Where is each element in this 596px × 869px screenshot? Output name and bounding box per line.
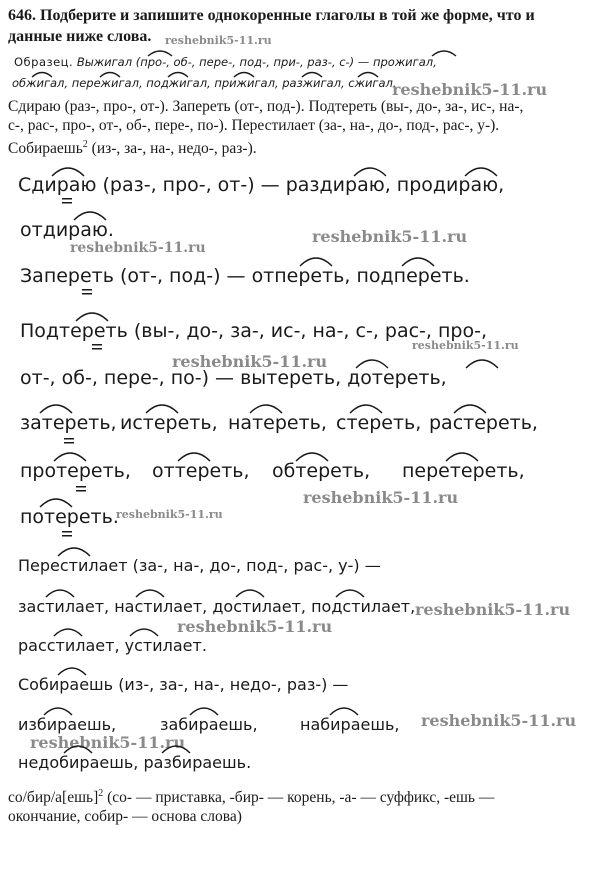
root-arc bbox=[330, 708, 358, 715]
root-arc bbox=[130, 629, 158, 636]
underline-mark bbox=[76, 486, 86, 488]
footnote-mark: 2 bbox=[98, 788, 104, 799]
answer-line-13-word-2: забираешь, bbox=[160, 715, 258, 734]
root-arc bbox=[250, 405, 282, 413]
root-arc bbox=[100, 73, 120, 78]
underline-mark bbox=[82, 289, 92, 291]
watermark: reshebnik5-11.ru bbox=[312, 227, 468, 246]
root-arc bbox=[234, 73, 254, 78]
watermark: reshebnik5-11.ru bbox=[116, 508, 223, 521]
underline-mark bbox=[82, 293, 92, 295]
answer-line-1: Сдираю (раз-, про-, от-) — раздираю, продираю, bbox=[18, 174, 505, 196]
root-arc bbox=[465, 168, 497, 176]
root-arc bbox=[46, 590, 74, 597]
root-arc bbox=[302, 73, 322, 78]
root-arc bbox=[54, 453, 86, 461]
root-arc bbox=[300, 258, 332, 266]
root-arc bbox=[40, 405, 72, 413]
answer-line-6-word-2: истереть, bbox=[120, 412, 218, 434]
root-arc bbox=[52, 168, 84, 176]
exercise-prefixes: (из-, за-, на-, недо-, раз-). bbox=[87, 140, 257, 158]
answer-line-2: отдираю. bbox=[20, 219, 114, 241]
root-arc bbox=[136, 590, 164, 597]
answer-line-11: расстилает, устилает. bbox=[18, 636, 207, 655]
answer-line-6-word-3: натереть, bbox=[228, 412, 327, 434]
watermark: reshebnik5-11.ru bbox=[415, 600, 571, 619]
task-title-line-1: 646. Подберите и запишите однокоренные глаголы в той же форме, что и bbox=[8, 7, 535, 24]
morpheme-parse: со/бир/а[ешь] bbox=[8, 789, 99, 807]
watermark: reshebnik5-11.ru bbox=[165, 34, 272, 47]
root-arc bbox=[466, 360, 498, 368]
footnote-line-2: окончание, собир- — основа слова) bbox=[8, 808, 242, 825]
root-arc bbox=[74, 212, 106, 220]
root-arc bbox=[162, 746, 190, 753]
root-arc bbox=[58, 668, 86, 675]
root-arc bbox=[32, 73, 52, 78]
watermark: reshebnik5-11.ru bbox=[412, 339, 519, 352]
answer-line-3: Запереть (от-, под-) — отпереть, подпереть. bbox=[20, 265, 470, 287]
answer-line-8: потереть. bbox=[20, 506, 119, 528]
watermark: reshebnik5-11.ru bbox=[303, 488, 459, 507]
root-arc bbox=[64, 746, 92, 753]
root-arc bbox=[350, 405, 382, 413]
morpheme-explanation: (со- — приставка, -бир- — корень, -а- — суффикс, -ешь — bbox=[103, 789, 495, 807]
answer-line-13-word-1: избираешь, bbox=[18, 715, 117, 734]
underline-mark bbox=[64, 438, 74, 440]
underline-mark bbox=[62, 198, 72, 200]
root-arc bbox=[40, 499, 72, 507]
answer-line-5: от-, об-, пере-, по-) — вытереть, дотереть, bbox=[20, 367, 447, 389]
footnote-mark: 2 bbox=[82, 139, 88, 150]
root-arc bbox=[336, 590, 364, 597]
underline-mark bbox=[76, 490, 86, 492]
underline-mark bbox=[92, 348, 102, 350]
watermark: reshebnik5-11.ru bbox=[421, 711, 577, 730]
answer-line-6-word-5: растереть, bbox=[429, 412, 538, 434]
root-arc bbox=[356, 360, 388, 368]
sample-label: Образец. bbox=[14, 55, 74, 69]
watermark: reshebnik5-11.ru bbox=[30, 733, 186, 752]
root-arc bbox=[402, 258, 434, 266]
answer-line-7-word-2: оттереть, bbox=[152, 460, 250, 482]
root-arc bbox=[432, 51, 456, 56]
root-arc bbox=[454, 405, 486, 413]
answer-line-12: Собираешь (из-, за-, на-, недо-, раз-) — bbox=[18, 675, 349, 694]
answer-line-6-word-4: стереть, bbox=[336, 412, 422, 434]
sample-line-2: обжигал, пережигал, поджигал, прижигал, разжигал, сжигал. bbox=[12, 76, 397, 90]
underline-mark bbox=[92, 344, 102, 346]
root-arc bbox=[168, 73, 188, 78]
root-arc bbox=[178, 453, 210, 461]
root-arc bbox=[354, 168, 386, 176]
answer-line-9: Перестилает (за-, на-, до-, под-, рас-, у-) — bbox=[18, 556, 381, 575]
watermark: reshebnik5-11.ru bbox=[392, 80, 548, 99]
answer-line-14: недобираешь, разбираешь. bbox=[18, 753, 252, 772]
watermark: reshebnik5-11.ru bbox=[70, 240, 206, 256]
watermark: reshebnik5-11.ru bbox=[177, 617, 333, 636]
root-arc bbox=[76, 313, 108, 321]
root-arc bbox=[296, 453, 328, 461]
answer-line-6-word-1: затереть, bbox=[20, 412, 117, 434]
watermark: reshebnik5-11.ru bbox=[172, 352, 328, 371]
root-arc bbox=[358, 73, 378, 78]
root-arc bbox=[190, 708, 218, 715]
underline-mark bbox=[64, 442, 74, 444]
answer-line-4: Подтереть (вы-, до-, за-, ис-, на-, с-, рас-, про-, bbox=[20, 320, 487, 342]
underline-mark bbox=[62, 531, 72, 533]
underline-mark bbox=[62, 202, 72, 204]
root-arc bbox=[58, 548, 90, 556]
root-arc bbox=[146, 405, 178, 413]
root-arc bbox=[446, 453, 478, 461]
answer-line-7-word-4: перетереть, bbox=[402, 460, 525, 482]
exercise-line-1: Сдираю (раз-, про-, от-). Запереть (от-, под-). Подтереть (вы-, до-, за-, ис-, на-, bbox=[8, 98, 524, 115]
root-arc bbox=[148, 51, 172, 56]
underline-mark bbox=[62, 535, 72, 537]
root-arc bbox=[44, 708, 72, 715]
answer-line-7-word-3: обтереть, bbox=[272, 460, 371, 482]
exercise-line-2: с-, рас-, про-, от-, об-, пере-, по-). Перестилает (за-, на-, до-, под-, рас-, у-). bbox=[8, 117, 500, 134]
answer-line-7-word-1: протереть, bbox=[20, 460, 131, 482]
root-arc bbox=[54, 629, 82, 636]
answer-line-10: застилает, настилает, достилает, подстилает, bbox=[18, 597, 416, 616]
exercise-word-sobiraesh: Собираешь bbox=[8, 140, 83, 158]
answer-line-13-word-3: набираешь, bbox=[300, 715, 400, 734]
sample-text-1: Выжигал (про-, об-, пере-, под-, при-, раз-, с-) — прожигал, bbox=[76, 55, 437, 69]
root-arc bbox=[236, 590, 264, 597]
task-title-line-2: данные ниже слова. bbox=[8, 28, 152, 45]
